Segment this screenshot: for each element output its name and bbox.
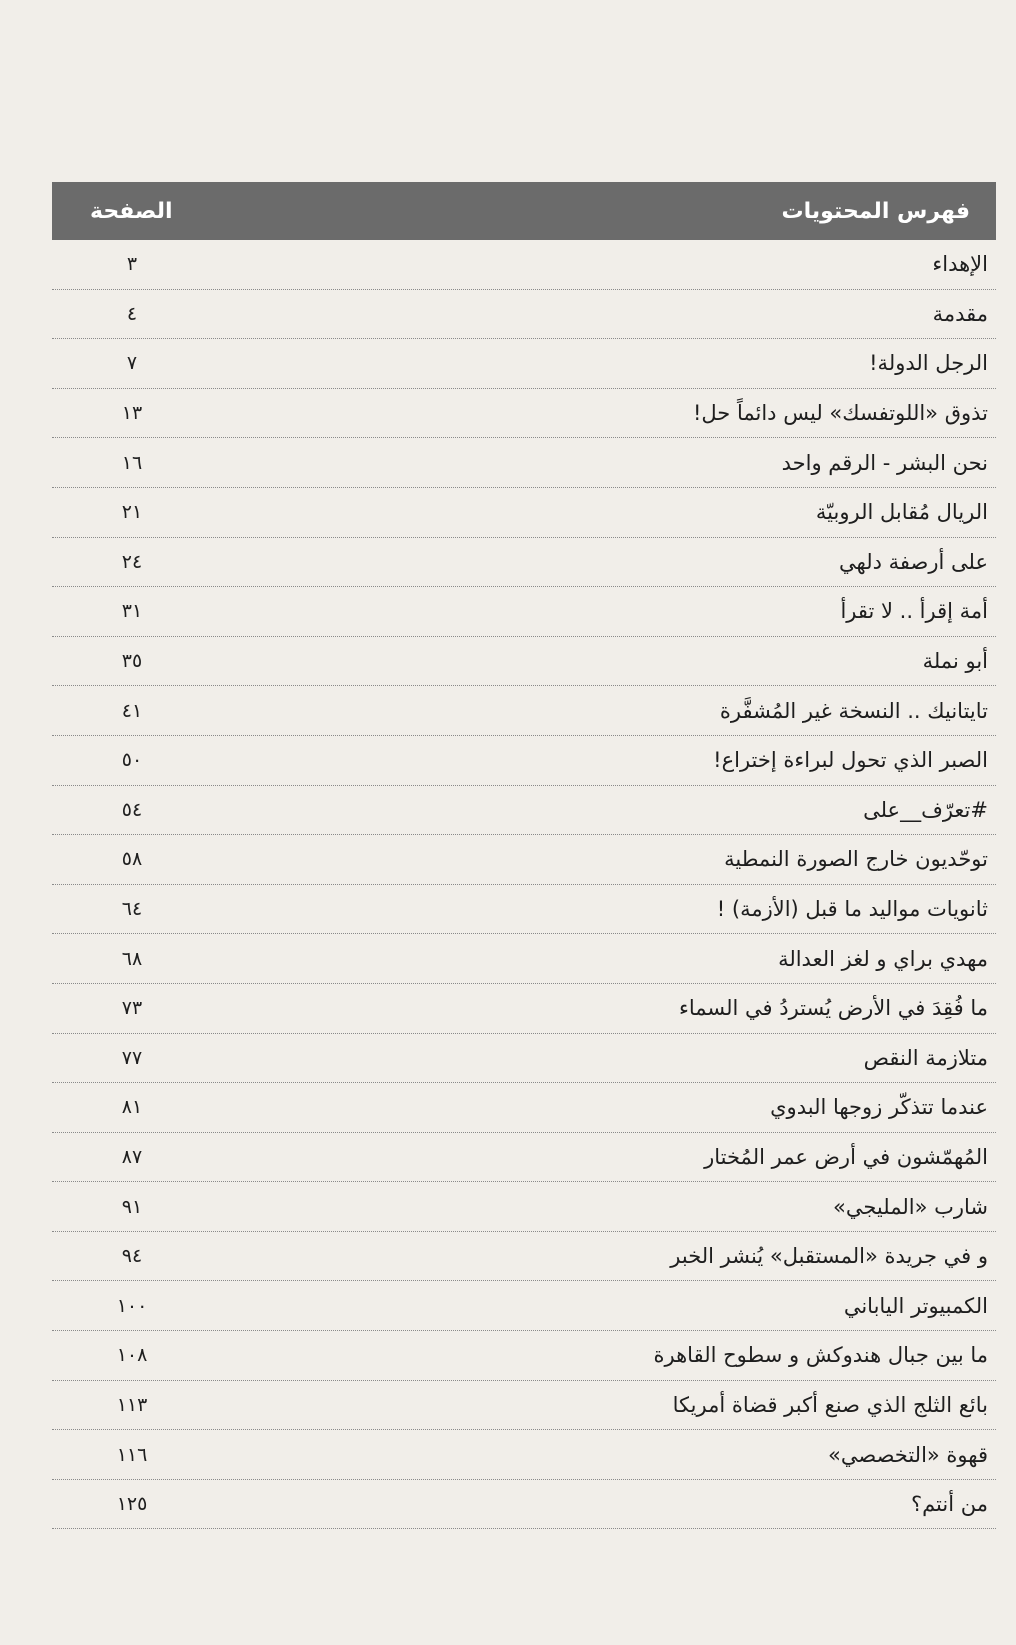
- toc-entry-title: عندما تتذكّر زوجها البدوي: [770, 1095, 988, 1120]
- toc-entry: [52, 835, 996, 885]
- toc-entry-page: ٩١: [121, 1195, 143, 1218]
- toc-entry: [52, 934, 996, 984]
- table-of-contents: [52, 182, 996, 1529]
- toc-entry-page: ٣١: [121, 600, 143, 623]
- toc-entry-page: ٨٧: [121, 1145, 143, 1168]
- toc-entry: [52, 1182, 996, 1232]
- toc-entry-title: من أنتم؟: [910, 1492, 988, 1517]
- toc-entry: [52, 1480, 996, 1530]
- toc-entry-title: أبو نملة: [922, 649, 988, 674]
- toc-entry: [52, 637, 996, 687]
- toc-entry: [52, 1232, 996, 1282]
- toc-entry-page: ١٦: [121, 451, 143, 474]
- toc-entry-title: ما بين جبال هندوكش و سطوح القاهرة: [653, 1343, 988, 1368]
- toc-entry: [52, 1034, 996, 1084]
- toc-entry-title: شارب «المليجي»: [833, 1194, 988, 1219]
- toc-entry: [52, 389, 996, 439]
- toc-entry-title: تايتانيك .. النسخة غير المُشفَّرة: [719, 698, 988, 723]
- toc-entry: [52, 1381, 996, 1431]
- toc-entry-page: ٧: [126, 352, 138, 375]
- toc-entry: [52, 538, 996, 588]
- toc-entry-title: قهوة «التخصصي»: [828, 1442, 988, 1467]
- toc-entry-title: المُهمّشون في أرض عمر المُختار: [704, 1144, 988, 1169]
- toc-entry: [52, 488, 996, 538]
- toc-entry: [52, 1133, 996, 1183]
- toc-entry-page: ١١٦: [116, 1443, 148, 1466]
- toc-entry-page: ٨١: [121, 1096, 143, 1119]
- toc-entry-title: الصبر الذي تحول لبراءة إختراع!: [713, 748, 988, 773]
- toc-entry-page: ٦٨: [121, 947, 143, 970]
- toc-entry-page: ١٠٨: [116, 1344, 148, 1367]
- toc-entry-page: ٥٤: [121, 798, 143, 821]
- toc-entry: [52, 1430, 996, 1480]
- toc-entry-page: ٤: [126, 302, 138, 325]
- toc-entry-page: ٢١: [121, 501, 143, 524]
- toc-entry-page: ٦٤: [121, 898, 143, 921]
- toc-entry-title: مهدي براي و لغز العدالة: [778, 946, 988, 971]
- toc-entry-title: تذوق «اللوتفسك» ليس دائماً حل!: [692, 401, 988, 426]
- toc-entry-page: ٥٨: [121, 848, 143, 871]
- toc-header: [52, 182, 996, 240]
- toc-header-page-label: الصفحة: [90, 198, 173, 224]
- toc-entry: [52, 786, 996, 836]
- toc-entry-title: أمة إقرأ .. لا تقرأ: [840, 599, 988, 624]
- toc-entry: [52, 686, 996, 736]
- toc-entry-title: الكمبيوتر الياباني: [843, 1293, 988, 1318]
- toc-entry-title: #تعرّف__على: [863, 797, 988, 822]
- toc-entry-page: ٣: [126, 253, 138, 276]
- toc-entry: [52, 339, 996, 389]
- toc-entry-title: توحّديون خارج الصورة النمطية: [724, 847, 988, 872]
- toc-entry-page: ٧٣: [121, 997, 143, 1020]
- toc-entry: [52, 438, 996, 488]
- toc-entries: [52, 240, 996, 1529]
- toc-entry-title: الإهداء: [932, 252, 988, 277]
- toc-entry-title: و في جريدة «المستقبل» يُنشر الخبر: [670, 1244, 988, 1269]
- toc-entry: [52, 885, 996, 935]
- toc-entry-title: الريال مُقابل الروبيّة: [815, 500, 988, 525]
- toc-entry: [52, 587, 996, 637]
- toc-entry-title: على أرصفة دلهي: [839, 549, 988, 574]
- toc-entry-page: ١٣: [121, 402, 143, 425]
- toc-entry: [52, 1281, 996, 1331]
- toc-entry: [52, 290, 996, 340]
- toc-entry-page: ٧٧: [121, 1046, 143, 1069]
- toc-entry-title: متلازمة النقص: [863, 1045, 988, 1070]
- toc-entry: [52, 736, 996, 786]
- toc-entry-page: ٣٥: [121, 650, 143, 673]
- toc-header-title: فهرس المحتويات: [781, 198, 970, 224]
- toc-entry-page: ٤١: [121, 699, 143, 722]
- toc-entry: [52, 1331, 996, 1381]
- toc-entry-page: ٩٤: [121, 1245, 143, 1268]
- toc-entry-page: ٥٠: [121, 749, 143, 772]
- toc-entry-title: ما فُقِدَ في الأرض يُستردُ في السماء: [678, 996, 988, 1021]
- toc-entry-title: نحن البشر - الرقم واحد: [781, 450, 988, 475]
- toc-entry-title: ثانويات مواليد ما قبل (الأزمة) !: [716, 897, 988, 922]
- toc-entry-page: ٢٤: [121, 550, 143, 573]
- toc-entry-page: ١٠٠: [116, 1294, 148, 1317]
- toc-entry-page: ١١٣: [116, 1393, 148, 1416]
- toc-entry-title: بائع الثلج الذي صنع أكبر قضاة أمريكا: [672, 1392, 988, 1417]
- toc-entry-title: الرجل الدولة!: [869, 351, 988, 376]
- toc-entry: [52, 984, 996, 1034]
- toc-entry-title: مقدمة: [932, 301, 988, 326]
- toc-entry-page: ١٢٥: [116, 1493, 148, 1516]
- toc-entry: [52, 240, 996, 290]
- toc-entry: [52, 1083, 996, 1133]
